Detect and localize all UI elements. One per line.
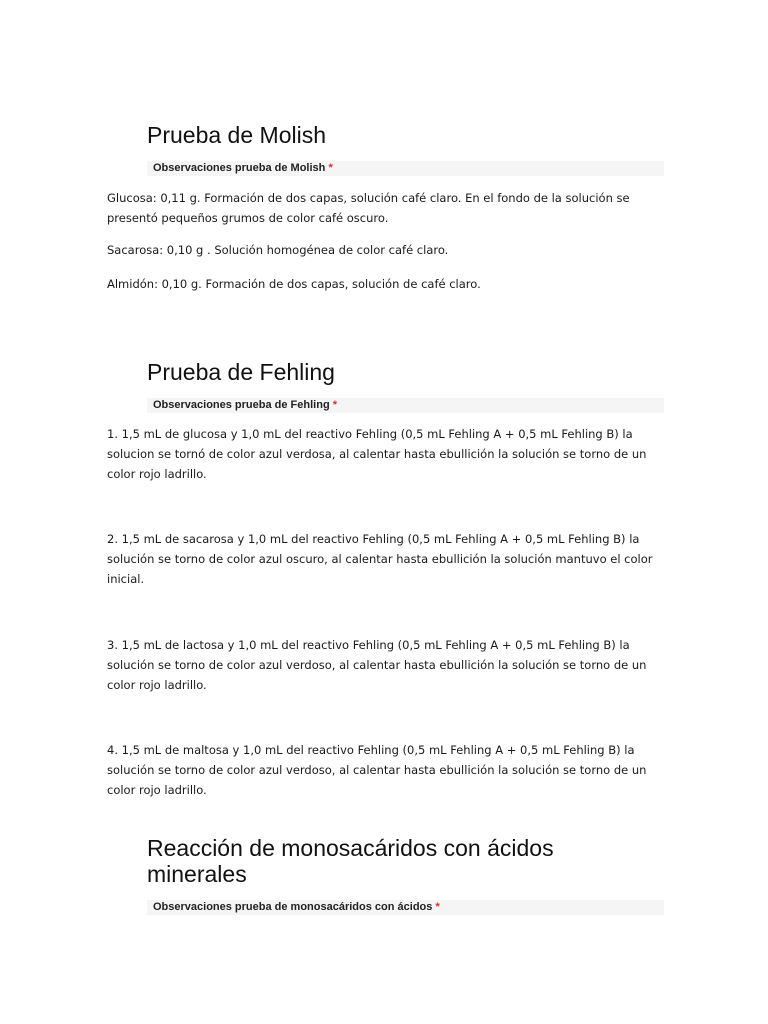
- required-asterisk: *: [332, 399, 338, 411]
- molish-paragraph-almidon: Almidón: 0,10 g. Formación de dos capas, solución de café claro.: [107, 277, 481, 291]
- monosacaridos-observations-field[interactable]: [147, 900, 664, 915]
- fehling-title: Prueba de Fehling: [147, 359, 335, 385]
- fehling-observations-label: Observaciones prueba de Fehling: [153, 399, 330, 411]
- fehling-paragraph-3: 3. 1,5 mL de lactosa y 1,0 mL del reactivo Fehling (0,5 mL Fehling A + 0,5 mL Fehling B) la solución se torno de color azul verdoso, al calentar hasta ebullición la solución se torno de un color rojo ladrillo.: [107, 638, 647, 692]
- molish-observations-label: Observaciones prueba de Molish: [153, 162, 326, 174]
- molish-paragraph-sacarosa: Sacarosa: 0,10 g . Solución homogénea de color café claro.: [107, 243, 449, 257]
- monosacaridos-title: Reacción de monosacáridos con ácidos minerales: [147, 835, 554, 887]
- molish-title: Prueba de Molish: [147, 122, 326, 148]
- fehling-paragraph-2: 2. 1,5 mL de sacarosa y 1,0 mL del reactivo Fehling (0,5 mL Fehling A + 0,5 mL Fehling B) la solución se torno de color azul oscuro, al calentar hasta ebullición la solución mantuvo el color inicial.: [107, 532, 653, 586]
- required-asterisk: *: [435, 901, 440, 913]
- required-asterisk: *: [328, 162, 333, 174]
- molish-observations-field[interactable]: [147, 161, 664, 176]
- fehling-paragraph-1: 1. 1,5 mL de glucosa y 1,0 mL del reactivo Fehling (0,5 mL Fehling A + 0,5 mL Fehling B) la solucion se tornó de color azul verdosa, al calentar hasta ebullición la solución se torno de un color rojo ladrillo.: [107, 427, 647, 481]
- monosacaridos-observations-label: Observaciones prueba de monosacáridos con ácidos: [153, 901, 433, 913]
- fehling-paragraph-4: 4. 1,5 mL de maltosa y 1,0 mL del reactivo Fehling (0,5 mL Fehling A + 0,5 mL Fehling B) la solución se torno de color azul verdoso, al calentar hasta ebullición la solución se torno de un color rojo ladrillo.: [107, 743, 647, 797]
- molish-paragraph-glucosa: Glucosa: 0,11 g. Formación de dos capas, solución café claro. En el fondo de la solución se presentó pequeños grumos de color café oscuro.: [107, 191, 630, 225]
- fehling-observations-field[interactable]: [147, 398, 664, 413]
